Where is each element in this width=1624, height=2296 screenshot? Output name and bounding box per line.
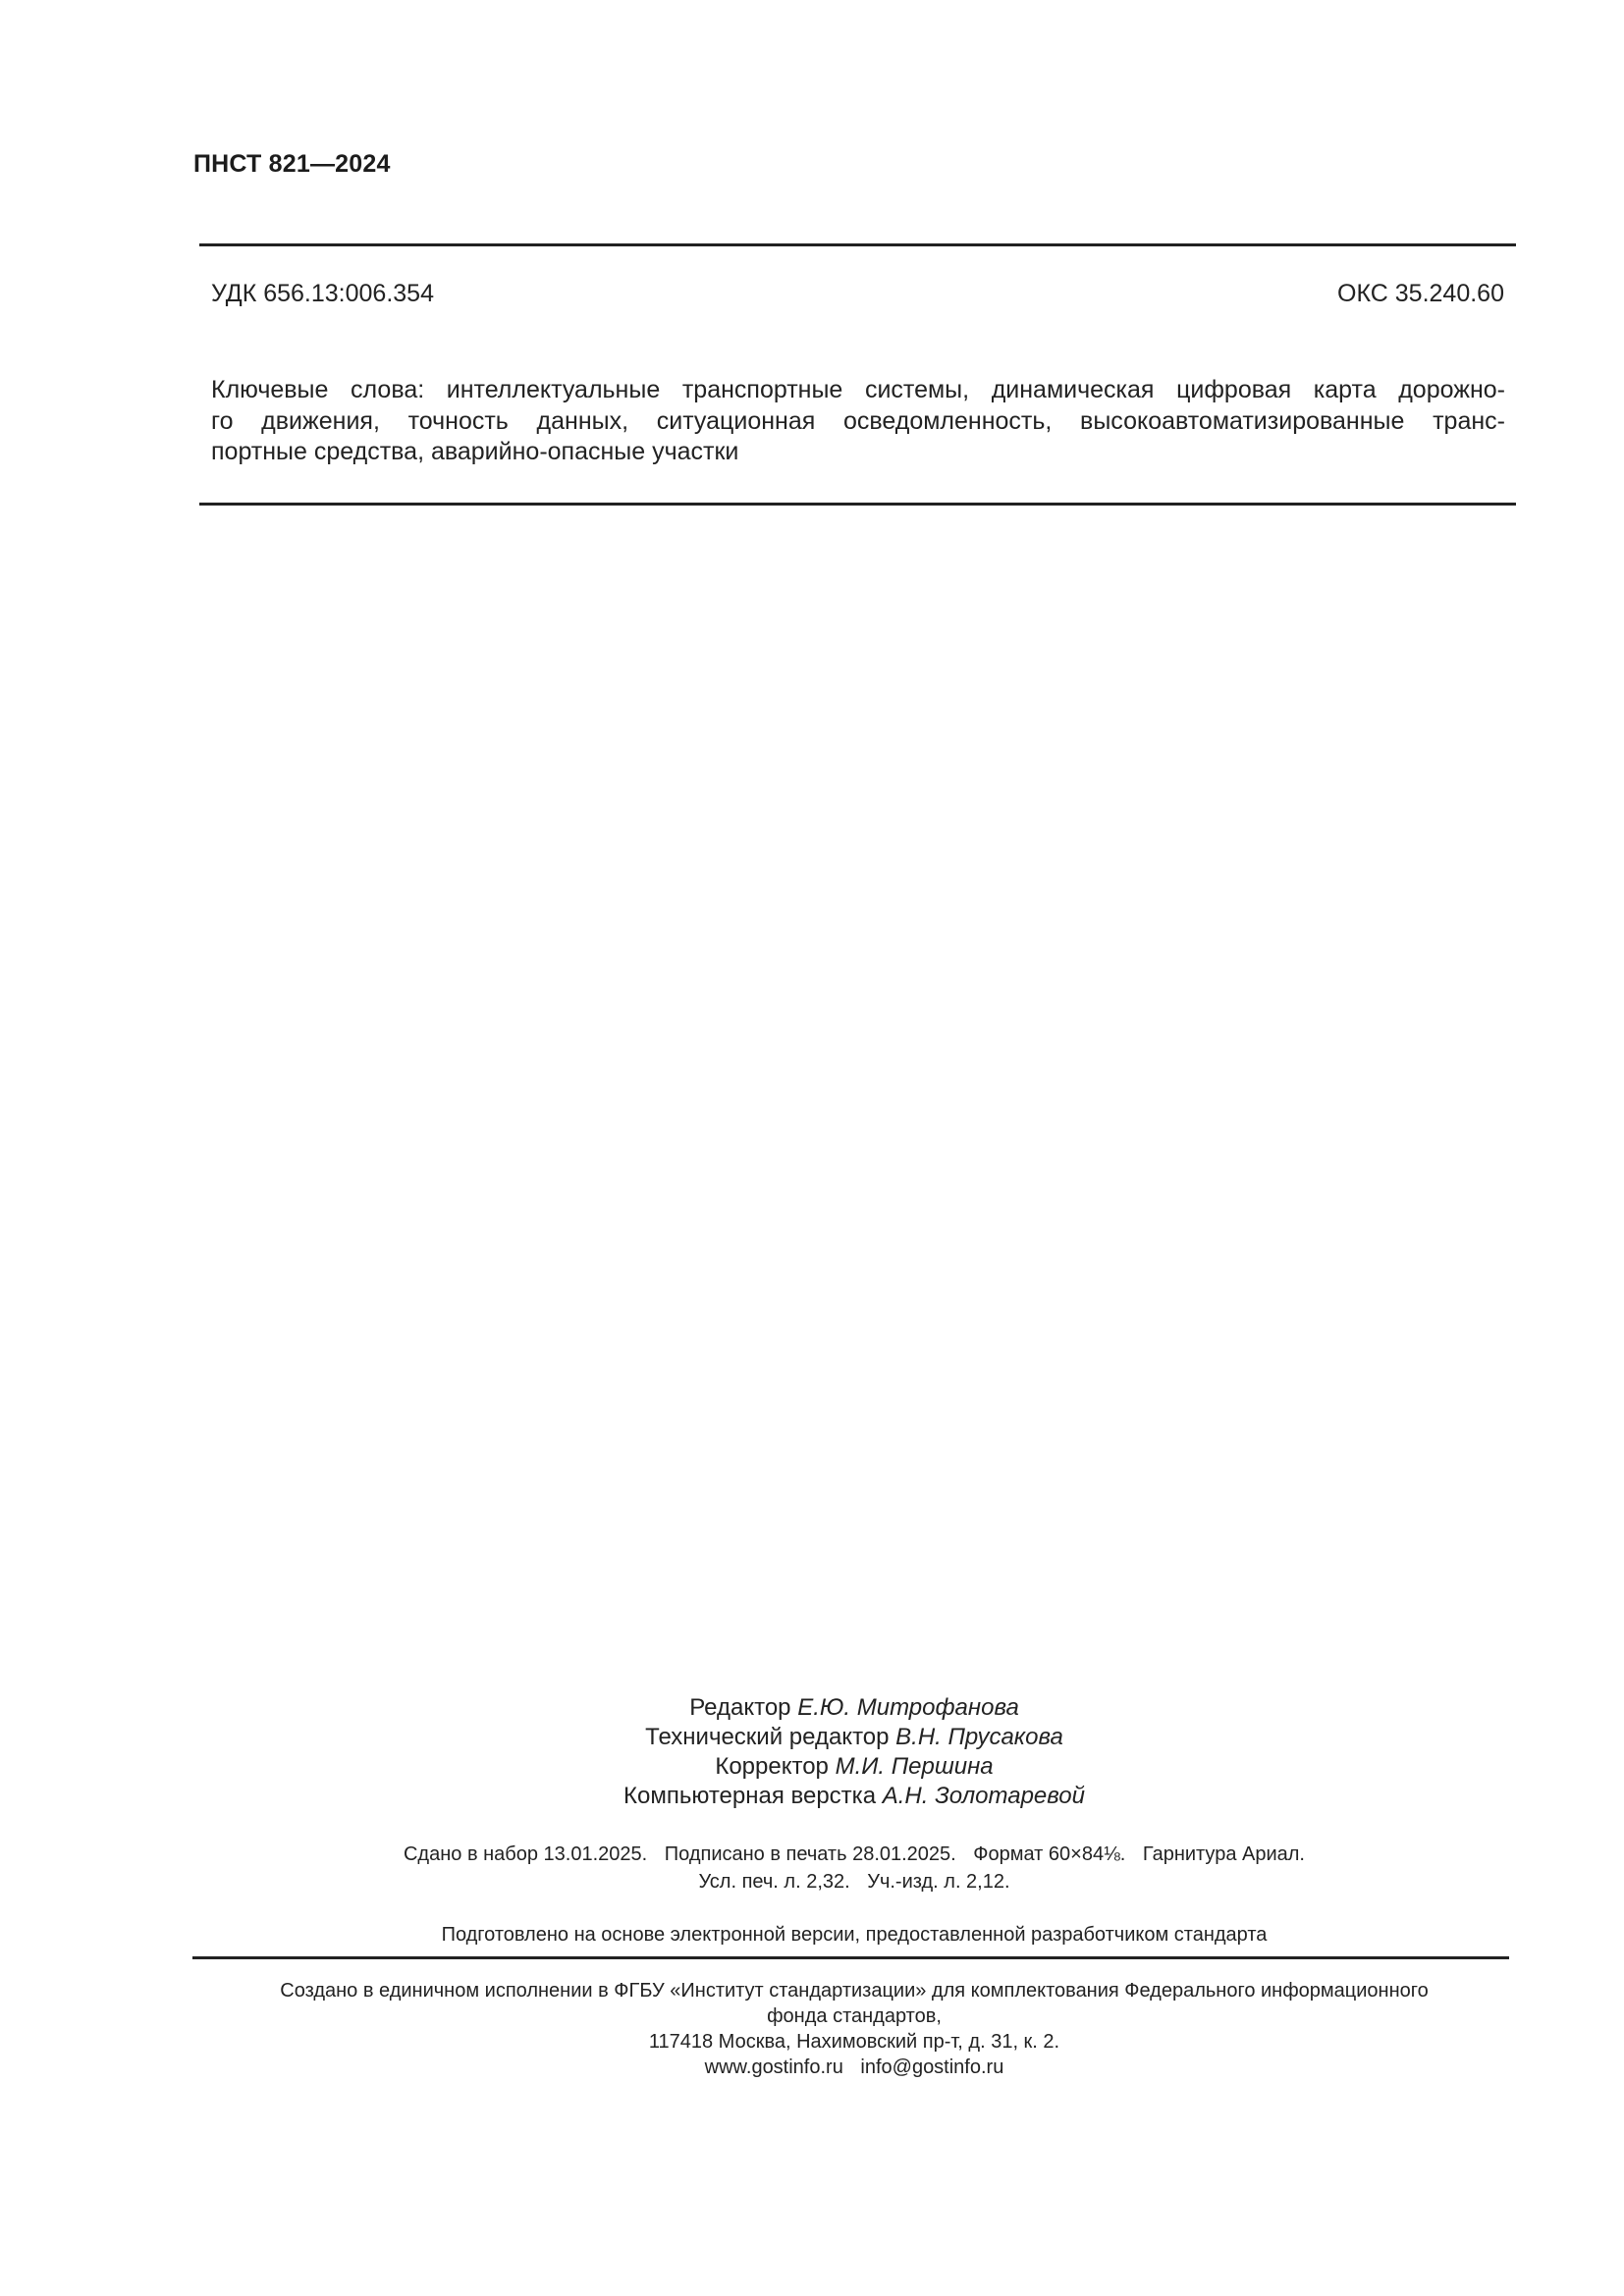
keywords-line: го движения, точность данных, ситуационная осведомленность, высокоавтоматизированные транс- — [211, 406, 1505, 435]
imprint-block — [0, 1841, 1624, 1896]
credit-person: Е.Ю. Митрофанова — [797, 1694, 1019, 1721]
footer-contacts — [0, 2055, 1624, 2080]
credit-role: Технический редактор — [645, 1724, 890, 1750]
credit-person: В.Н. Прусакова — [895, 1724, 1063, 1750]
credit-person: А.Н. Золотаревой — [882, 1783, 1085, 1809]
credit-role: Компьютерная верстка — [623, 1783, 877, 1809]
footer-block — [0, 1978, 1624, 2080]
imprint-print-sheets: Усл. печ. л. 2,32. — [698, 1871, 850, 1893]
footer-website-link[interactable]: www.gostinfo.ru — [704, 2056, 843, 2078]
credit-person: М.И. Першина — [835, 1753, 994, 1780]
imprint-typeface: Гарнитура Ариал. — [1142, 1843, 1305, 1865]
prepared-note: Подготовлено на основе электронной версии, предоставленной разработчиком стандарта — [441, 1924, 1268, 1946]
imprint-line-2 — [0, 1868, 1624, 1896]
footer-email-link[interactable]: info@gostinfo.ru — [860, 2056, 1004, 2078]
imprint-format: Формат 60×84⅛. — [973, 1843, 1126, 1865]
credits-block — [0, 1693, 1624, 1811]
udc-code: УДК 656.13:006.354 — [211, 280, 434, 307]
footer-line-1: Создано в единичном исполнении в ФГБУ «Институт стандартизации» для комплектования Федерального информационного — [280, 1980, 1429, 2002]
imprint-submitted: Сдано в набор 13.01.2025. — [403, 1843, 648, 1865]
keywords-line: портные средства, аварийно-опасные участки — [211, 438, 739, 465]
imprint-publisher-sheets: Уч.-изд. л. 2,12. — [867, 1871, 1010, 1893]
top-divider — [199, 243, 1516, 246]
footer-address: 117418 Москва, Нахимовский пр-т, д. 31, к. 2. — [648, 2031, 1060, 2053]
imprint-signed: Подписано в печать 28.01.2025. — [664, 1843, 956, 1865]
credit-technical-editor — [0, 1723, 1624, 1752]
credit-proofreader — [0, 1752, 1624, 1782]
classification-row — [211, 280, 1504, 308]
document-code: ПНСТ 821—2024 — [193, 150, 391, 178]
credit-editor — [0, 1693, 1624, 1723]
keywords-divider — [199, 503, 1516, 506]
credit-layout — [0, 1782, 1624, 1811]
oks-code: ОКС 35.240.60 — [1337, 280, 1504, 307]
imprint-line-1 — [0, 1841, 1624, 1868]
footer-line-2: фонда стандартов, — [767, 2005, 942, 2027]
keywords-paragraph — [211, 375, 1505, 468]
credit-role: Корректор — [715, 1753, 829, 1780]
credit-role: Редактор — [689, 1694, 791, 1721]
footer-divider — [192, 1956, 1509, 1959]
keywords-line: Ключевые слова: интеллектуальные транспортные системы, динамическая цифровая карта дорожно- — [211, 376, 1505, 403]
